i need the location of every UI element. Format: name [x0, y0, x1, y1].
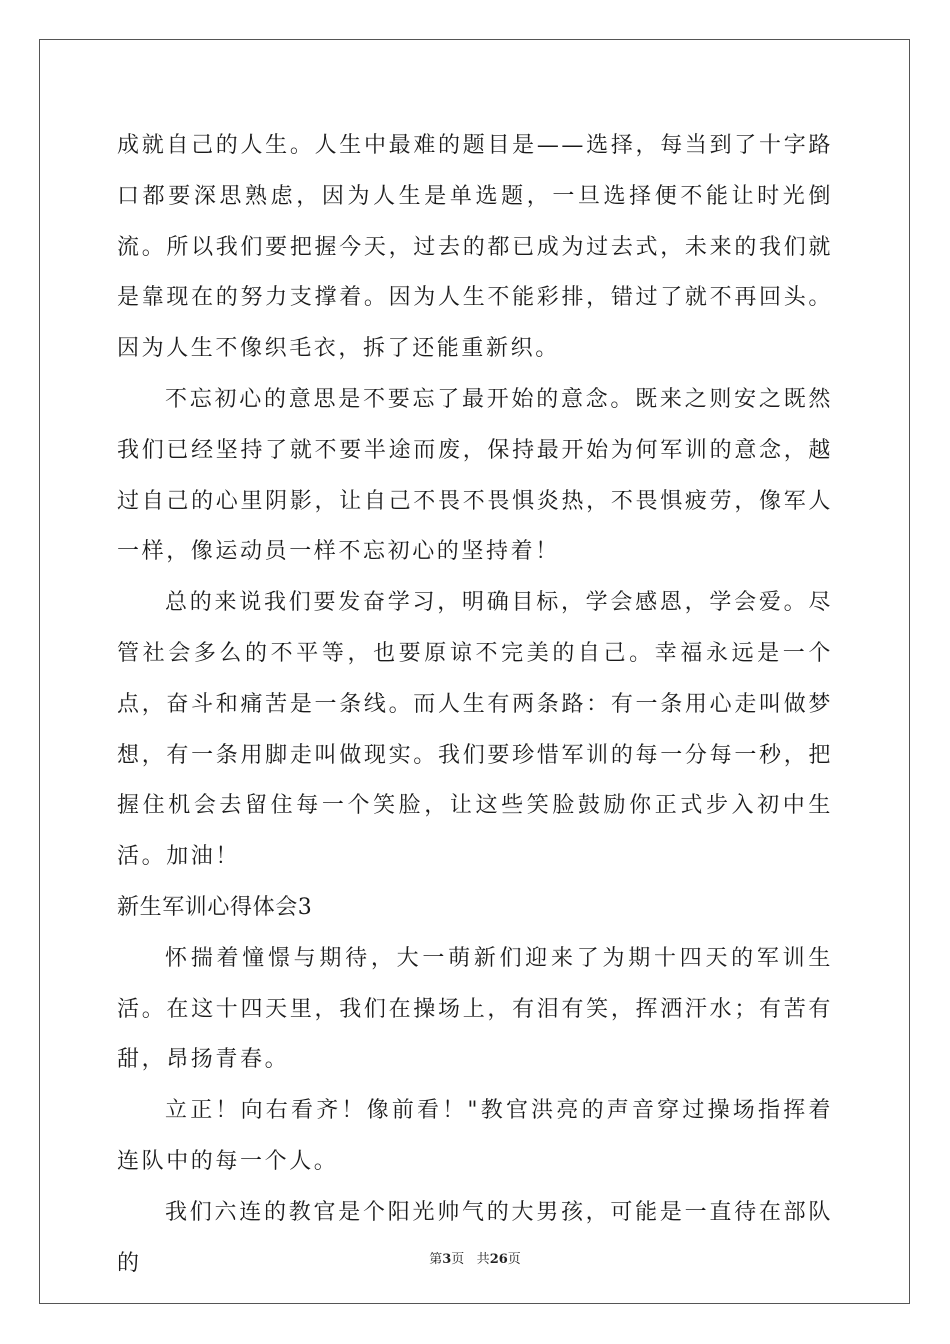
page-number: 3 [442, 1252, 452, 1267]
paragraph-6: 我们六连的教官是个阳光帅气的大男孩，可能是一直待在部队的 [117, 1199, 833, 1276]
paragraph-1: 成就自己的人生。人生中最难的题目是——选择，每当到了十字路口都要深思熟虑，因为人生是单选题，一旦选择便不能让时光倒流。所以我们要把握今天，过去的都已成为过去式，未来的我们就是靠现在的努力支撑着。因为人生不能彩排，错过了就不再回头。因为人生不像织毛衣，拆了还能重新织。 [117, 133, 833, 362]
section-heading: 新生军训心得体会3 [117, 894, 313, 920]
paragraph-3: 总的来说我们要发奋学习，明确目标，学会感恩，学会爱。尽管社会多么的不平等，也要原谅不完美的自己。幸福永远是一个点，奋斗和痛苦是一条线。而人生有两条路：有一条用心走叫做梦想，有一条用脚走叫做现实。我们要珍惜军训的每一分每一秒，把握住机会去留住每一个笑脸，让这些笑脸鼓励你正式步入初中生活。加油！ [117, 590, 833, 870]
total-suffix: 页 [507, 1252, 521, 1267]
page-suffix: 页 [451, 1252, 465, 1267]
paragraph-4: 怀揣着憧憬与期待，大一萌新们迎来了为期十四天的军训生活。在这十四天里，我们在操场上，有泪有笑，挥洒汗水；有苦有甜，昂扬青春。 [117, 945, 833, 1073]
page-footer [0, 1248, 950, 1267]
document-body [117, 121, 833, 1289]
total-pages: 26 [489, 1252, 508, 1267]
paragraph-2: 不忘初心的意思是不要忘了最开始的意念。既来之则安之既然我们已经坚持了就不要半途而废，保持最开始为何军训的意念，越过自己的心里阴影，让自己不畏不畏惧炎热，不畏惧疲劳，像军人一样，像运动员一样不忘初心的坚持着！ [117, 386, 833, 565]
total-prefix: 共 [476, 1252, 490, 1267]
page-prefix: 第 [429, 1252, 443, 1267]
paragraph-5: 立正！向右看齐！像前看！"教官洪亮的声音穿过操场指挥着连队中的每一个人。 [117, 1098, 833, 1174]
